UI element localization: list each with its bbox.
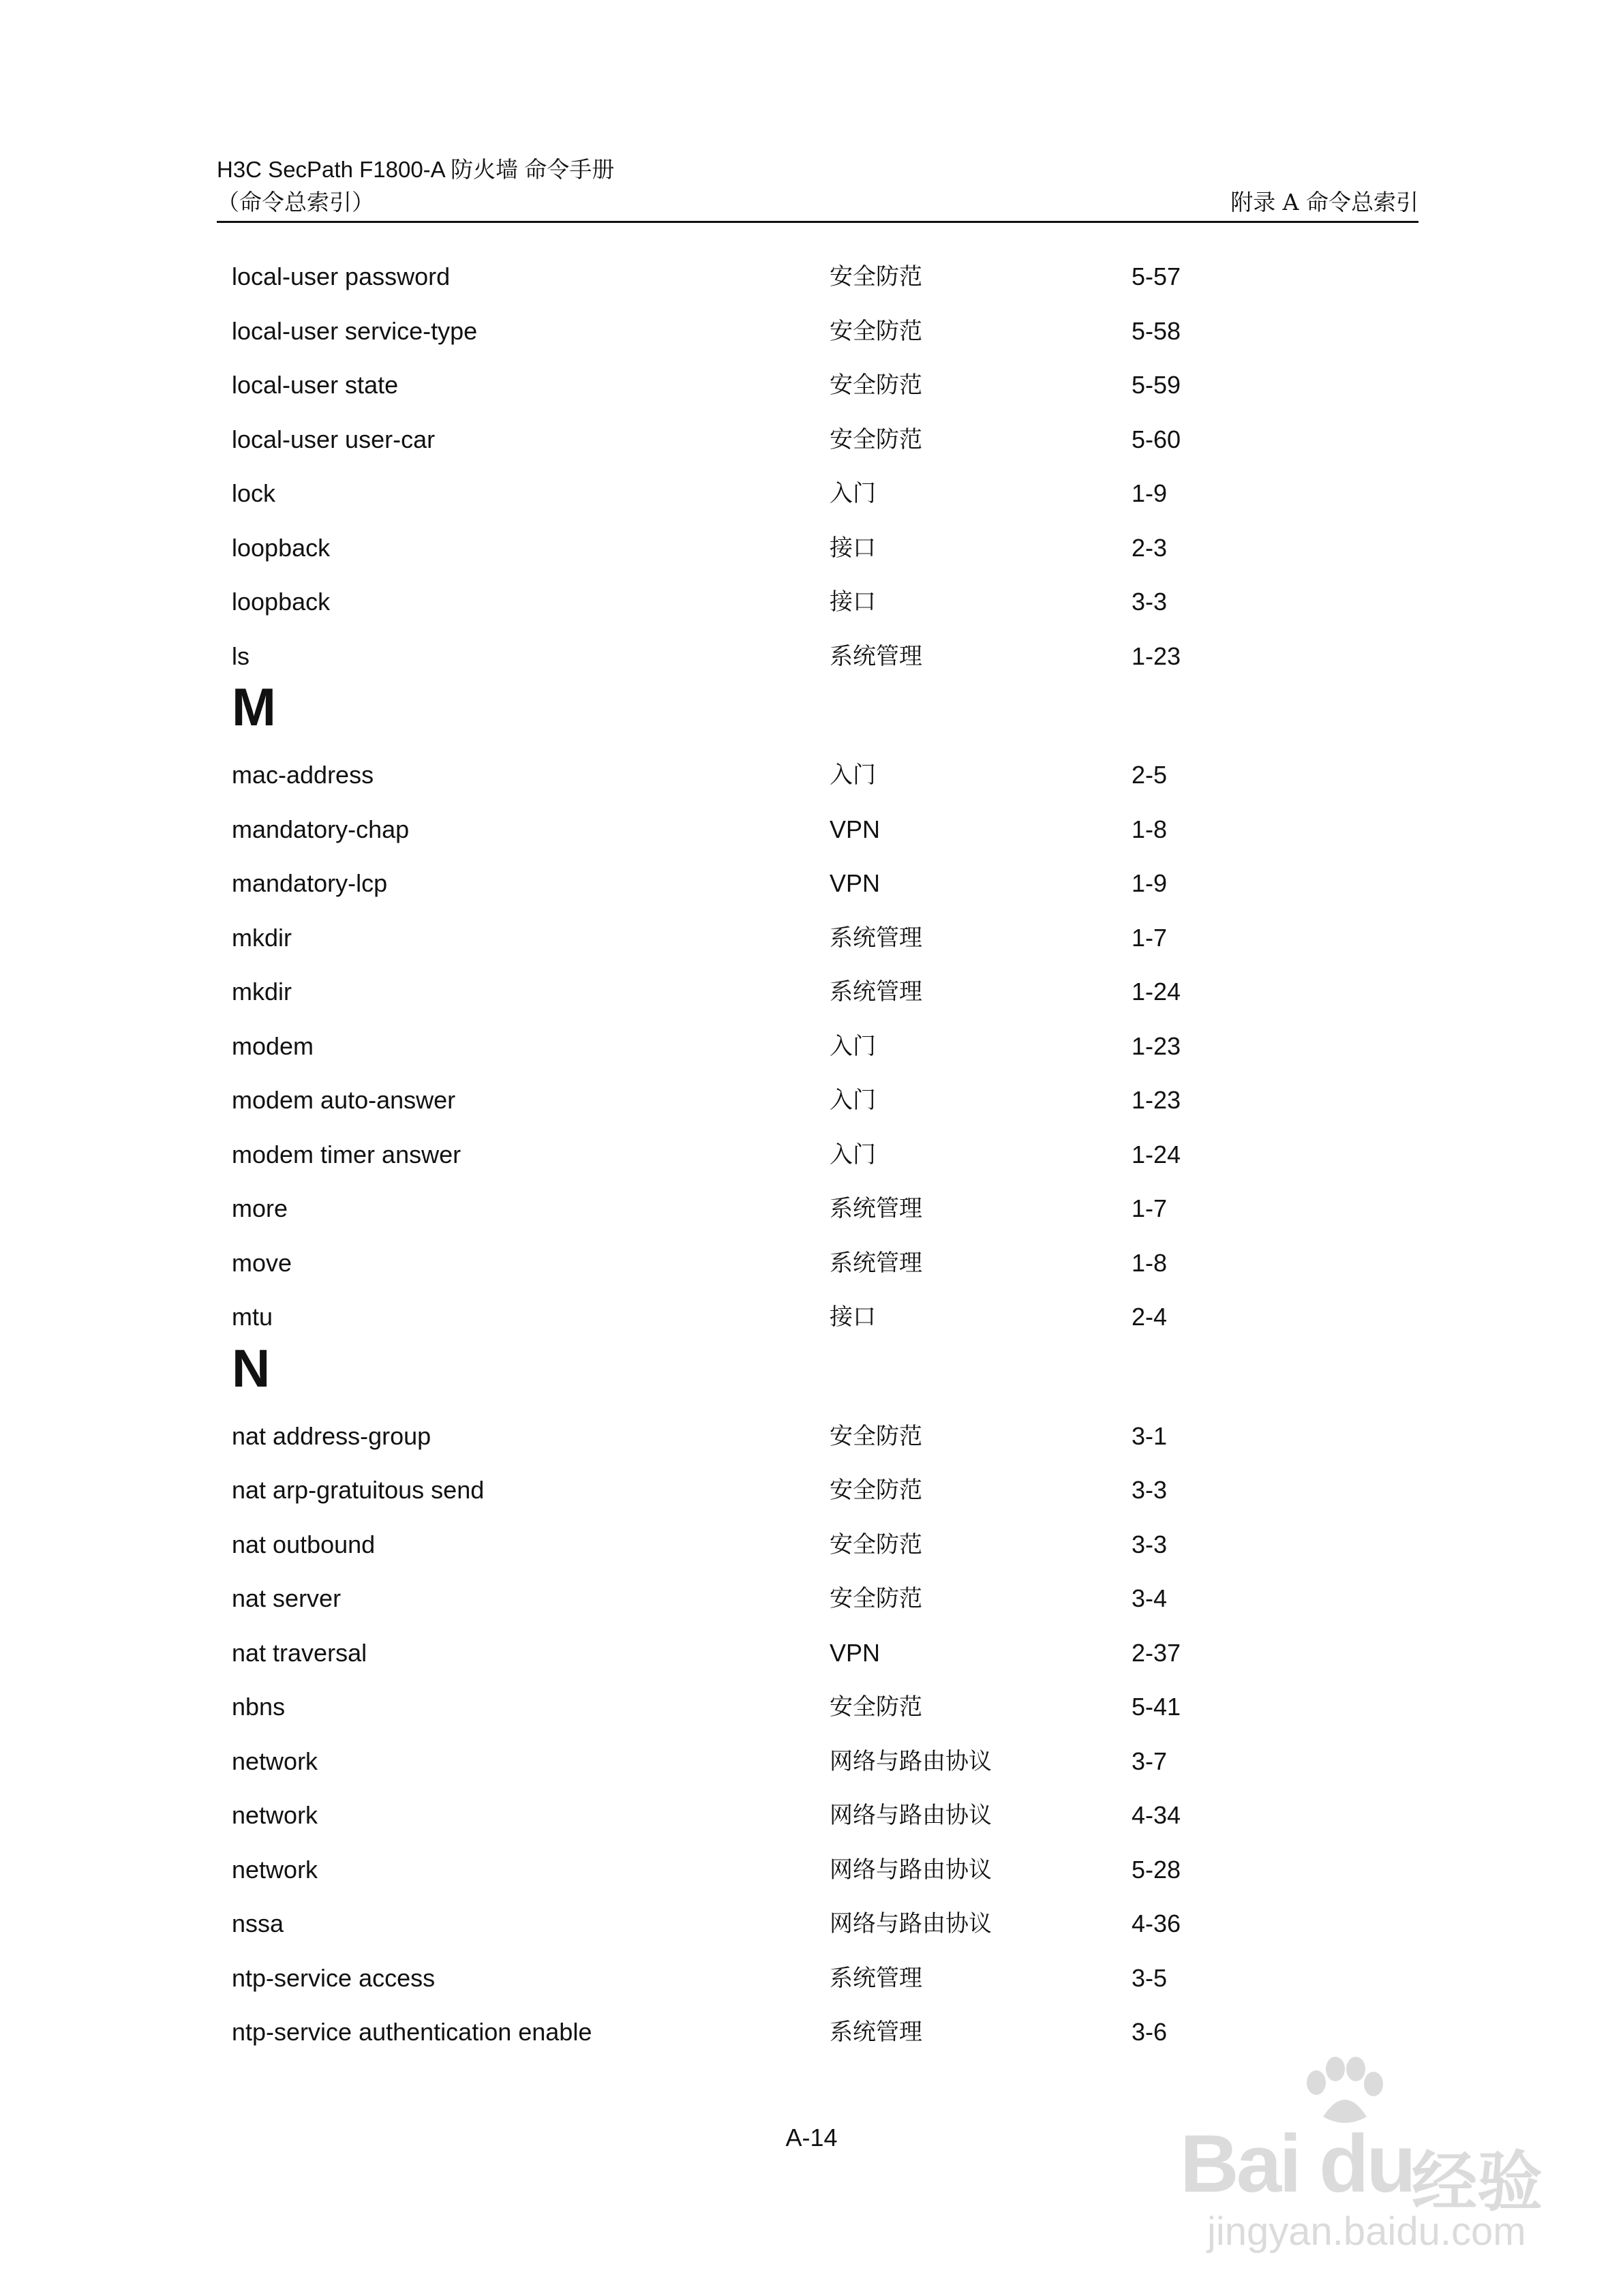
page-reference: 1-24	[1132, 978, 1181, 1006]
command-name: modem	[232, 1031, 314, 1060]
page-reference: 3-3	[1132, 1530, 1168, 1558]
index-row	[0, 1688, 1623, 1726]
manual-volume: 安全防范	[830, 1422, 922, 1450]
command-name: nat outbound	[232, 1530, 376, 1558]
page-reference: 2-37	[1132, 1638, 1181, 1667]
page-reference: 3-4	[1132, 1584, 1168, 1612]
index-row	[0, 1244, 1623, 1282]
manual-volume: VPN	[830, 815, 881, 843]
index-row	[0, 2013, 1623, 2051]
manual-volume: 系统管理	[830, 2019, 922, 2046]
index-row	[0, 1417, 1623, 1455]
command-name: network	[232, 1855, 318, 1884]
manual-volume: 接口	[830, 588, 876, 616]
manual-volume: 系统管理	[830, 1964, 922, 1992]
section-letter: M	[232, 677, 276, 737]
command-name: ntp-service authentication enable	[232, 2018, 592, 2046]
index-row	[0, 583, 1623, 621]
command-name: loopback	[232, 588, 331, 616]
command-name: ls	[232, 641, 249, 670]
index-row	[0, 1905, 1623, 1943]
manual-volume: 安全防范	[830, 425, 922, 453]
manual-volume: 安全防范	[830, 1585, 922, 1612]
page-reference: 2-3	[1132, 533, 1168, 562]
page-reference: 5-58	[1132, 316, 1181, 345]
command-name: mac-address	[232, 761, 374, 789]
command-name: network	[232, 1747, 318, 1775]
index-row	[0, 1634, 1623, 1672]
header-subtitle: （命令总索引）	[217, 189, 374, 215]
manual-volume: 网络与路由协议	[830, 1910, 992, 1937]
index-row	[0, 919, 1623, 957]
index-row	[0, 864, 1623, 903]
index-row	[0, 529, 1623, 567]
index-row	[0, 1471, 1623, 1509]
index-row	[0, 366, 1623, 404]
page-reference: 4-34	[1132, 1801, 1181, 1829]
command-name: nat traversal	[232, 1638, 367, 1667]
manual-volume: 安全防范	[830, 317, 922, 345]
manual-volume: VPN	[830, 869, 881, 897]
page-reference: 1-23	[1132, 1031, 1181, 1060]
page-reference: 1-8	[1132, 815, 1168, 843]
page-reference: 3-3	[1132, 588, 1168, 616]
page-reference: 3-1	[1132, 1421, 1168, 1450]
command-name: move	[232, 1248, 292, 1277]
manual-volume: 入门	[830, 761, 876, 789]
manual-volume: 入门	[830, 1087, 876, 1114]
index-row	[0, 1796, 1623, 1834]
command-name: nat arp-gratuitous send	[232, 1476, 485, 1504]
command-name: more	[232, 1194, 288, 1222]
index-row	[0, 312, 1623, 350]
command-name: modem timer answer	[232, 1140, 461, 1168]
page-reference: 3-7	[1132, 1747, 1168, 1775]
index-row	[0, 811, 1623, 849]
command-name: loopback	[232, 533, 331, 562]
command-name: local-user user-car	[232, 425, 436, 453]
index-row	[0, 258, 1623, 296]
page-reference: 4-36	[1132, 1909, 1181, 1937]
watermark-url: jingyan.baidu.com	[1207, 2209, 1526, 2254]
manual-volume: 安全防范	[830, 372, 922, 399]
index-row	[0, 1298, 1623, 1336]
index-row	[0, 1027, 1623, 1066]
manual-volume: VPN	[830, 1638, 881, 1667]
page-reference: 1-9	[1132, 869, 1168, 897]
page-reference: 3-6	[1132, 2018, 1168, 2046]
page-reference: 1-8	[1132, 1248, 1168, 1277]
page-reference: 1-23	[1132, 1086, 1181, 1114]
page-reference: 3-5	[1132, 1963, 1168, 1992]
page-reference: 5-41	[1132, 1693, 1181, 1721]
header-section: 附录 A 命令总索引	[1230, 189, 1419, 215]
manual-volume: 网络与路由协议	[830, 1802, 992, 1829]
page-reference: 1-24	[1132, 1140, 1181, 1168]
command-name: lock	[232, 479, 276, 507]
page-reference: 2-5	[1132, 761, 1168, 789]
command-name: local-user service-type	[232, 316, 478, 345]
manual-volume: 安全防范	[830, 263, 922, 290]
watermark-brand: Bai du	[1180, 2118, 1414, 2209]
manual-volume: 接口	[830, 1303, 876, 1331]
manual-volume: 系统管理	[830, 642, 922, 670]
manual-volume: 系统管理	[830, 924, 922, 952]
index-row	[0, 1190, 1623, 1228]
index-row	[0, 1526, 1623, 1564]
page-reference: 1-23	[1132, 641, 1181, 670]
header-rule	[217, 221, 1419, 223]
command-name: modem auto-answer	[232, 1086, 456, 1114]
index-row	[0, 1136, 1623, 1174]
manual-volume: 网络与路由协议	[830, 1747, 992, 1775]
page-reference: 2-4	[1132, 1303, 1168, 1331]
command-name: local-user password	[232, 262, 451, 290]
manual-volume: 安全防范	[830, 1477, 922, 1504]
page-reference: 5-28	[1132, 1855, 1181, 1884]
page-reference: 5-59	[1132, 371, 1181, 399]
command-name: nssa	[232, 1909, 284, 1937]
index-row	[0, 637, 1623, 676]
index-row	[0, 1081, 1623, 1119]
watermark-brand-cn: 经验	[1412, 2144, 1543, 2220]
command-name: mandatory-chap	[232, 815, 410, 843]
manual-volume: 安全防范	[830, 1530, 922, 1558]
product-title: H3C SecPath F1800-A 防火墙 命令手册	[217, 157, 615, 182]
baidu-watermark	[1166, 2055, 1548, 2260]
manual-volume: 网络与路由协议	[830, 1856, 992, 1884]
command-name: mkdir	[232, 923, 292, 952]
manual-volume: 入门	[830, 1141, 876, 1168]
index-row	[0, 1580, 1623, 1618]
index-row	[0, 474, 1623, 513]
manual-volume: 接口	[830, 534, 876, 562]
header-left	[217, 153, 614, 219]
page-reference: 1-7	[1132, 923, 1168, 952]
page-reference: 3-3	[1132, 1476, 1168, 1504]
section-letter: N	[232, 1338, 271, 1398]
command-name: nat address-group	[232, 1421, 431, 1450]
index-row	[0, 756, 1623, 794]
page-reference: 1-9	[1132, 479, 1168, 507]
command-name: nbns	[232, 1693, 286, 1721]
command-name: nat server	[232, 1584, 342, 1612]
manual-volume: 入门	[830, 1032, 876, 1060]
command-name: mkdir	[232, 978, 292, 1006]
index-row	[0, 1851, 1623, 1889]
command-name: ntp-service access	[232, 1963, 436, 1992]
command-name: mtu	[232, 1303, 273, 1331]
manual-volume: 入门	[830, 480, 876, 507]
command-name: network	[232, 1801, 318, 1829]
index-row	[0, 1959, 1623, 1997]
manual-volume: 系统管理	[830, 1195, 922, 1222]
manual-volume: 系统管理	[830, 978, 922, 1006]
index-row	[0, 421, 1623, 459]
index-row	[0, 973, 1623, 1011]
index-row	[0, 1742, 1623, 1781]
page-number: A-14	[785, 2124, 838, 2151]
page-reference: 5-60	[1132, 425, 1181, 453]
page-reference: 5-57	[1132, 262, 1181, 290]
manual-volume: 安全防范	[830, 1693, 922, 1721]
command-name: mandatory-lcp	[232, 869, 388, 897]
page-reference: 1-7	[1132, 1194, 1168, 1222]
manual-volume: 系统管理	[830, 1249, 922, 1277]
command-name: local-user state	[232, 371, 399, 399]
